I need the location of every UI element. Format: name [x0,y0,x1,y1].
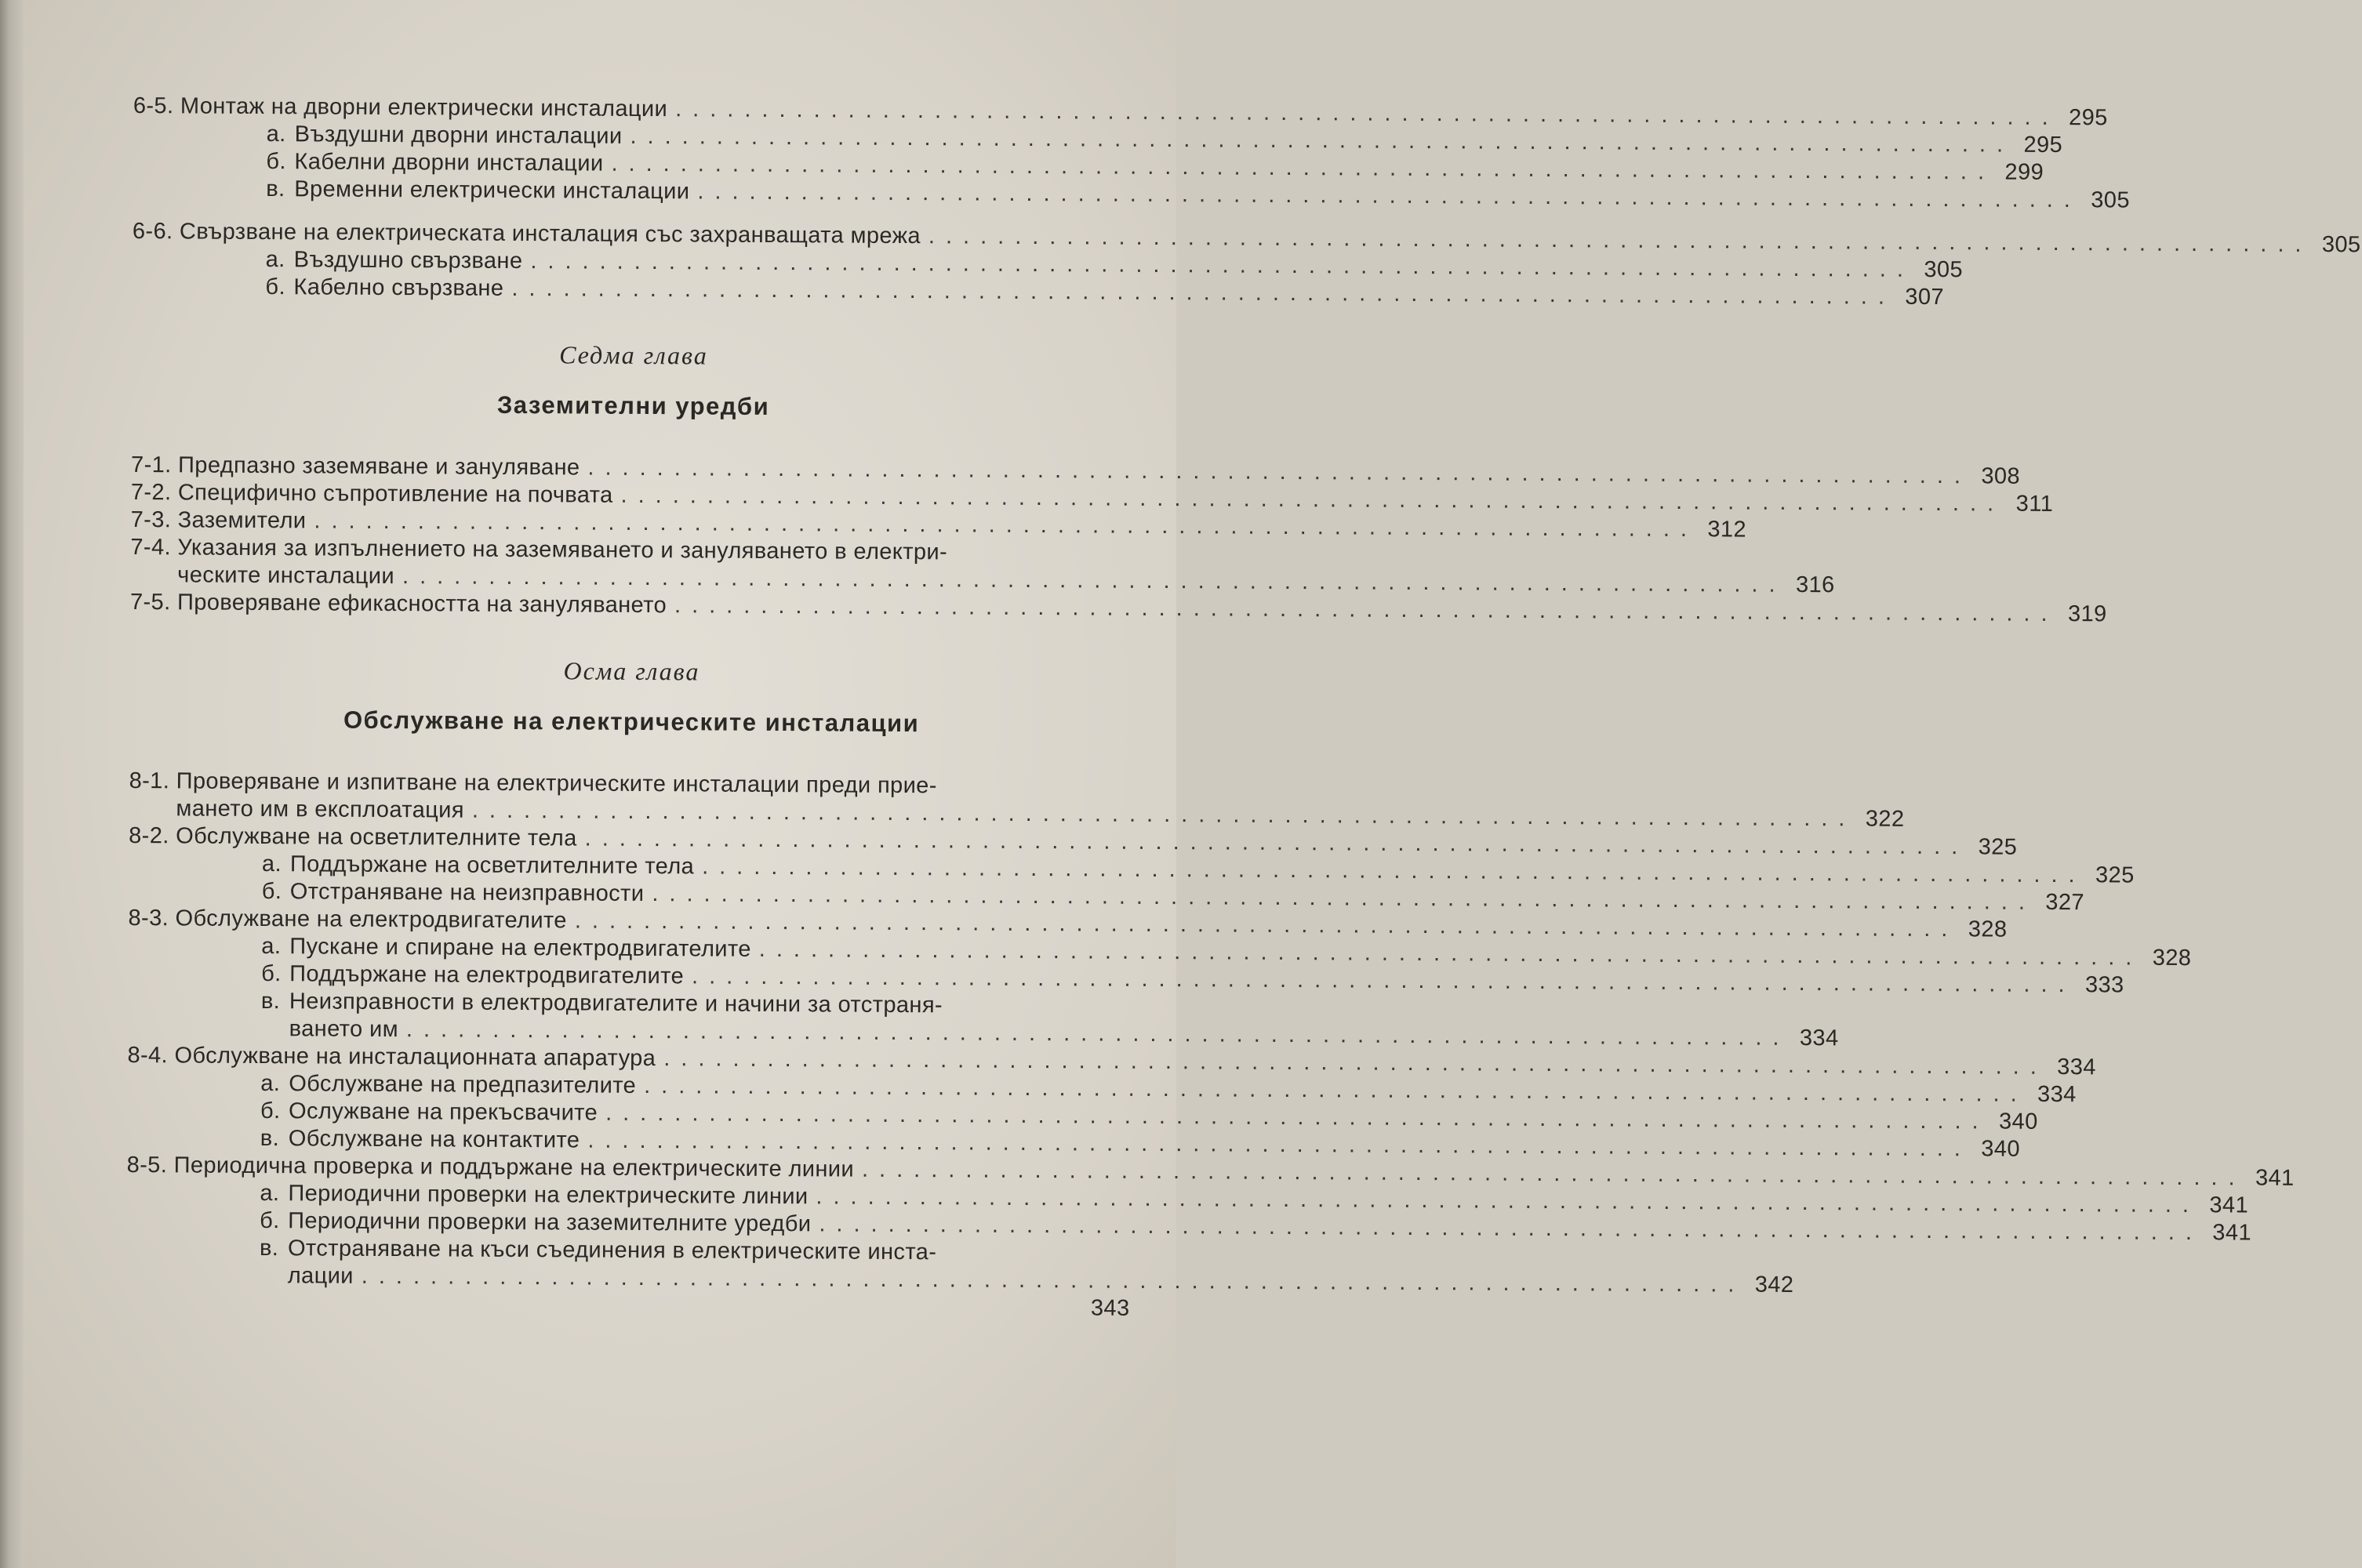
entry-title: Заземители [177,507,307,534]
dot-leader: ................................................................................ [630,123,2015,158]
page-number: 334 [2037,1081,2077,1108]
page-number: 328 [2152,945,2192,971]
entry-title: Поддържане на осветлителните тела [289,851,695,880]
page-number: 325 [2095,862,2135,888]
dot-leader: ................................................................................ [758,936,2143,971]
dot-leader: ................................................................................ [816,1184,2200,1218]
chapter-label: Осма глава [563,656,700,686]
dot-leader: ................................................................................ [587,1127,1972,1162]
dot-leader: ................................................................................ [674,593,2059,627]
entry-title: Проверяване ефикасността на зануляването [176,590,667,619]
dot-leader: ................................................................................ [314,508,1699,543]
toc-entry [132,273,1945,310]
page-number: 316 [1795,572,1835,598]
entry-number: в. [266,176,285,202]
entry-title: Обслужване на инсталационната апаратура [174,1043,656,1072]
page-number: 342 [1754,1272,1794,1298]
page-number: 341 [2255,1165,2295,1191]
entry-number: 7-2. [130,479,172,506]
entry-title: Кабелни дворни инсталации [294,149,604,176]
page-number: 305 [2321,232,2361,258]
chapter-label: Седма глава [559,340,708,370]
page-number: 308 [1981,463,2021,489]
dot-leader: ................................................................................ [644,1073,2028,1107]
page-number: 341 [2212,1220,2252,1246]
entry-title: Ослужване на прекъсвачите [288,1098,598,1126]
entry-title: Обслужване на контактите [288,1126,580,1153]
entry-number: в. [260,1126,280,1152]
entry-number: а. [261,934,282,960]
page-number: 343 [1090,1295,1130,1321]
entry-title: Свързване на електрическата инсталация със захранващата мрежа [179,219,921,249]
entry-title-continuation: мането им в експлоатация [176,796,464,823]
entry-number: б. [261,879,282,905]
entry-number: 7-1. [131,452,172,478]
dot-leader: ................................................................................ [697,179,2082,213]
page-number: 325 [1978,834,2018,860]
page-number: 307 [1905,284,1945,310]
table-of-contents [125,93,2361,1323]
entry-number: а. [260,1071,281,1097]
entry-number: 6-5. [133,93,174,119]
entry-number: 8-3. [128,905,169,931]
entry-number: 8-2. [129,822,169,849]
dot-leader: ................................................................................ [611,151,1996,185]
chapter-title: Заземителни уредби [496,390,770,420]
page-number: 328 [1968,916,2008,942]
entry-number: 8-5. [126,1152,168,1178]
book-page [24,0,2361,1568]
entry-title: Неизправности в електродвигателите и начини за отстраня- [289,989,943,1018]
dot-leader: ................................................................................ [819,1211,2204,1246]
dot-leader: ................................................................................ [620,482,2005,517]
entry-title: Обслужване на осветлителните тела [176,823,577,851]
dot-leader: ................................................................................ [702,854,2086,888]
dot-leader: ................................................................................ [587,455,1972,489]
entry-number: 7-4. [130,534,172,561]
entry-number: б. [266,149,287,175]
entry-title: Монтаж на дворни електрически инсталации [180,93,668,122]
entry-number: а. [266,122,286,147]
page-number: 295 [2023,132,2063,158]
dot-leader: ................................................................................ [691,964,2076,998]
entry-title: Пускане и спиране на електродвигателите [289,934,751,962]
entry-title: Обслужване на електродвигателите [175,906,567,934]
entry-title: Проверяване и изпитване на електрическите инсталации преди прие- [176,768,937,799]
entry-title: Въздушни дворни инсталации [294,122,623,149]
entry-title: Въздушно свързване [293,247,523,274]
toc-entry [129,589,2107,627]
entry-number: 6-6. [132,218,173,245]
dot-leader: ................................................................................ [361,1263,1746,1298]
book-binding-edge [0,0,24,1568]
entry-title: Поддържане на електродвигателите [289,961,685,989]
entry-title: Предпазно заземяване и зануляване [177,452,580,481]
entry-title: Отстраняване на къси съединения в електрическите инста- [287,1236,937,1265]
page-number: 305 [2091,187,2131,213]
page-number: 333 [2084,972,2124,998]
entry-number: в. [260,989,281,1014]
dot-leader: ................................................................................ [471,797,1856,832]
page-number: 340 [1981,1136,2021,1162]
entry-title: Периодични проверки на електрическите линии [288,1181,809,1210]
entry-title: Периодични проверки на заземителните уредби [288,1208,812,1237]
page-number: 319 [2067,601,2107,627]
entry-number: 7-3. [130,506,172,533]
entry-title: Обслужване на предпазителите [289,1071,637,1098]
entry-number: б. [261,961,282,987]
entry-number: б. [265,274,286,300]
dot-leader: ................................................................................ [675,96,2059,131]
dot-leader: ................................................................................ [928,223,2313,257]
entry-number: а. [265,247,285,273]
page-number: 322 [1865,806,1905,832]
page-number: 341 [2209,1192,2249,1218]
entry-title: Временни електрически инсталации [294,176,690,205]
page-number: 299 [2004,159,2044,185]
entry-number: б. [260,1208,280,1234]
entry-title: Специфично съпротивление на почвата [177,480,613,508]
dot-leader: ................................................................................ [652,881,2037,915]
entry-number: 7-5. [129,589,171,615]
dot-leader: ................................................................................ [663,1046,2048,1080]
page-number: 311 [2015,491,2054,517]
entry-title: Отстраняване на неизправности [289,879,645,906]
dot-leader: ................................................................................ [574,908,1959,942]
dot-leader: ................................................................................ [402,564,1786,597]
entry-number: а. [260,1181,280,1207]
dot-leader: ................................................................................ [405,1017,1790,1051]
entry-title-continuation: ването им [289,1016,399,1043]
dot-leader: ................................................................................ [605,1100,1990,1134]
entry-title: Периодична проверка и поддържане на електрическите линии [173,1152,855,1182]
entry-title: Указания за изпълнението на заземяването и зануляването в електри- [177,535,948,565]
dot-leader: ................................................................................ [861,1156,2246,1191]
dot-leader: ................................................................................ [584,826,1969,860]
entry-number: б. [260,1098,281,1124]
entry-number: а. [261,851,282,877]
page-number: 334 [2057,1054,2096,1080]
entry-title: Кабелно свързване [293,274,504,301]
page-number: 327 [2045,889,2085,916]
dot-leader: ................................................................................ [511,275,1896,310]
entry-number: в. [259,1236,279,1261]
page-number: 334 [1799,1025,1839,1051]
dot-leader: ................................................................................ [530,249,1915,282]
chapter-title: Обслужване на електрическите инсталации [343,706,920,738]
page-number: 340 [1998,1109,2038,1134]
dot-leader [296,1310,1081,1315]
entry-title-continuation: лации [287,1263,354,1289]
entry-number: 8-1. [129,768,170,794]
page-number: 305 [1924,256,1964,283]
page-number: 295 [2069,105,2108,131]
page-number: 312 [1707,517,1747,543]
entry-title-continuation: ческите инсталации [177,562,395,590]
entry-number: 8-4. [127,1042,169,1069]
